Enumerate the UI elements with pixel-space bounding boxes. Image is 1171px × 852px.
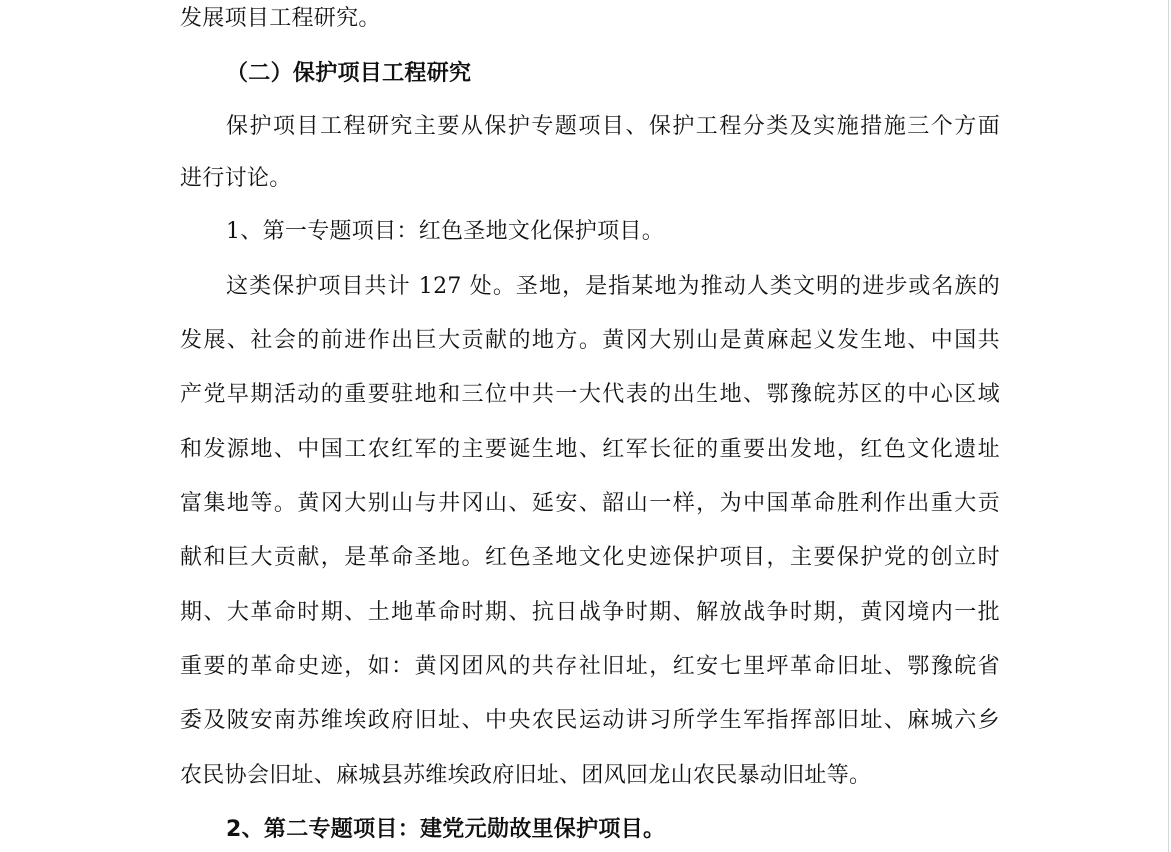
body-paragraph-line: 重要的革命史迹，如：黄冈团风的共存社旧址，红安七里坪革命旧址、鄂豫皖省 [180,654,1000,679]
intro-paragraph-line: 保护项目工程研究主要从保护专题项目、保护工程分类及实施措施三个方面 [226,114,1000,139]
body-paragraph-line: 委及陂安南苏维埃政府旧址、中央农民运动讲习所学生军指挥部旧址、麻城六乡 [180,708,1000,733]
section-heading: （二）保护项目工程研究 [226,61,472,86]
intro-paragraph-line: 进行讨论。 [180,166,292,191]
body-paragraph-line: 富集地等。黄冈大别山与井冈山、延安、韶山一样，为中国革命胜利作出重大贡 [180,491,1000,516]
body-paragraph-line: 产党早期活动的重要驻地和三位中共一大代表的出生地、鄂豫皖苏区的中心区域 [180,382,1000,407]
body-paragraph-line: 期、大革命时期、土地革命时期、抗日战争时期、解放战争时期，黄冈境内一批 [180,600,1000,625]
subsection-title-2: 2、第二专题项目：建党元勋故里保护项目。 [226,817,666,842]
body-paragraph-line: 献和巨大贡献，是革命圣地。红色圣地文化史迹保护项目，主要保护党的创立时 [180,545,1000,570]
page-edge-divider [1168,0,1169,852]
body-paragraph-line: 这类保护项目共计 127 处。圣地，是指某地为推动人类文明的进步或名族的 [226,274,1000,299]
paragraph-tail-line: 发展项目工程研究。 [180,6,381,31]
body-paragraph-line: 农民协会旧址、麻城县苏维埃政府旧址、团风回龙山农民暴动旧址等。 [180,763,872,788]
body-paragraph-line: 发展、社会的前进作出巨大贡献的地方。黄冈大别山是黄麻起义发生地、中国共 [180,328,1000,353]
subsection-title-1: 1、第一专题项目：红色圣地文化保护项目。 [226,219,664,244]
body-paragraph-line: 和发源地、中国工农红军的主要诞生地、红军长征的重要出发地，红色文化遗址 [180,437,1000,462]
